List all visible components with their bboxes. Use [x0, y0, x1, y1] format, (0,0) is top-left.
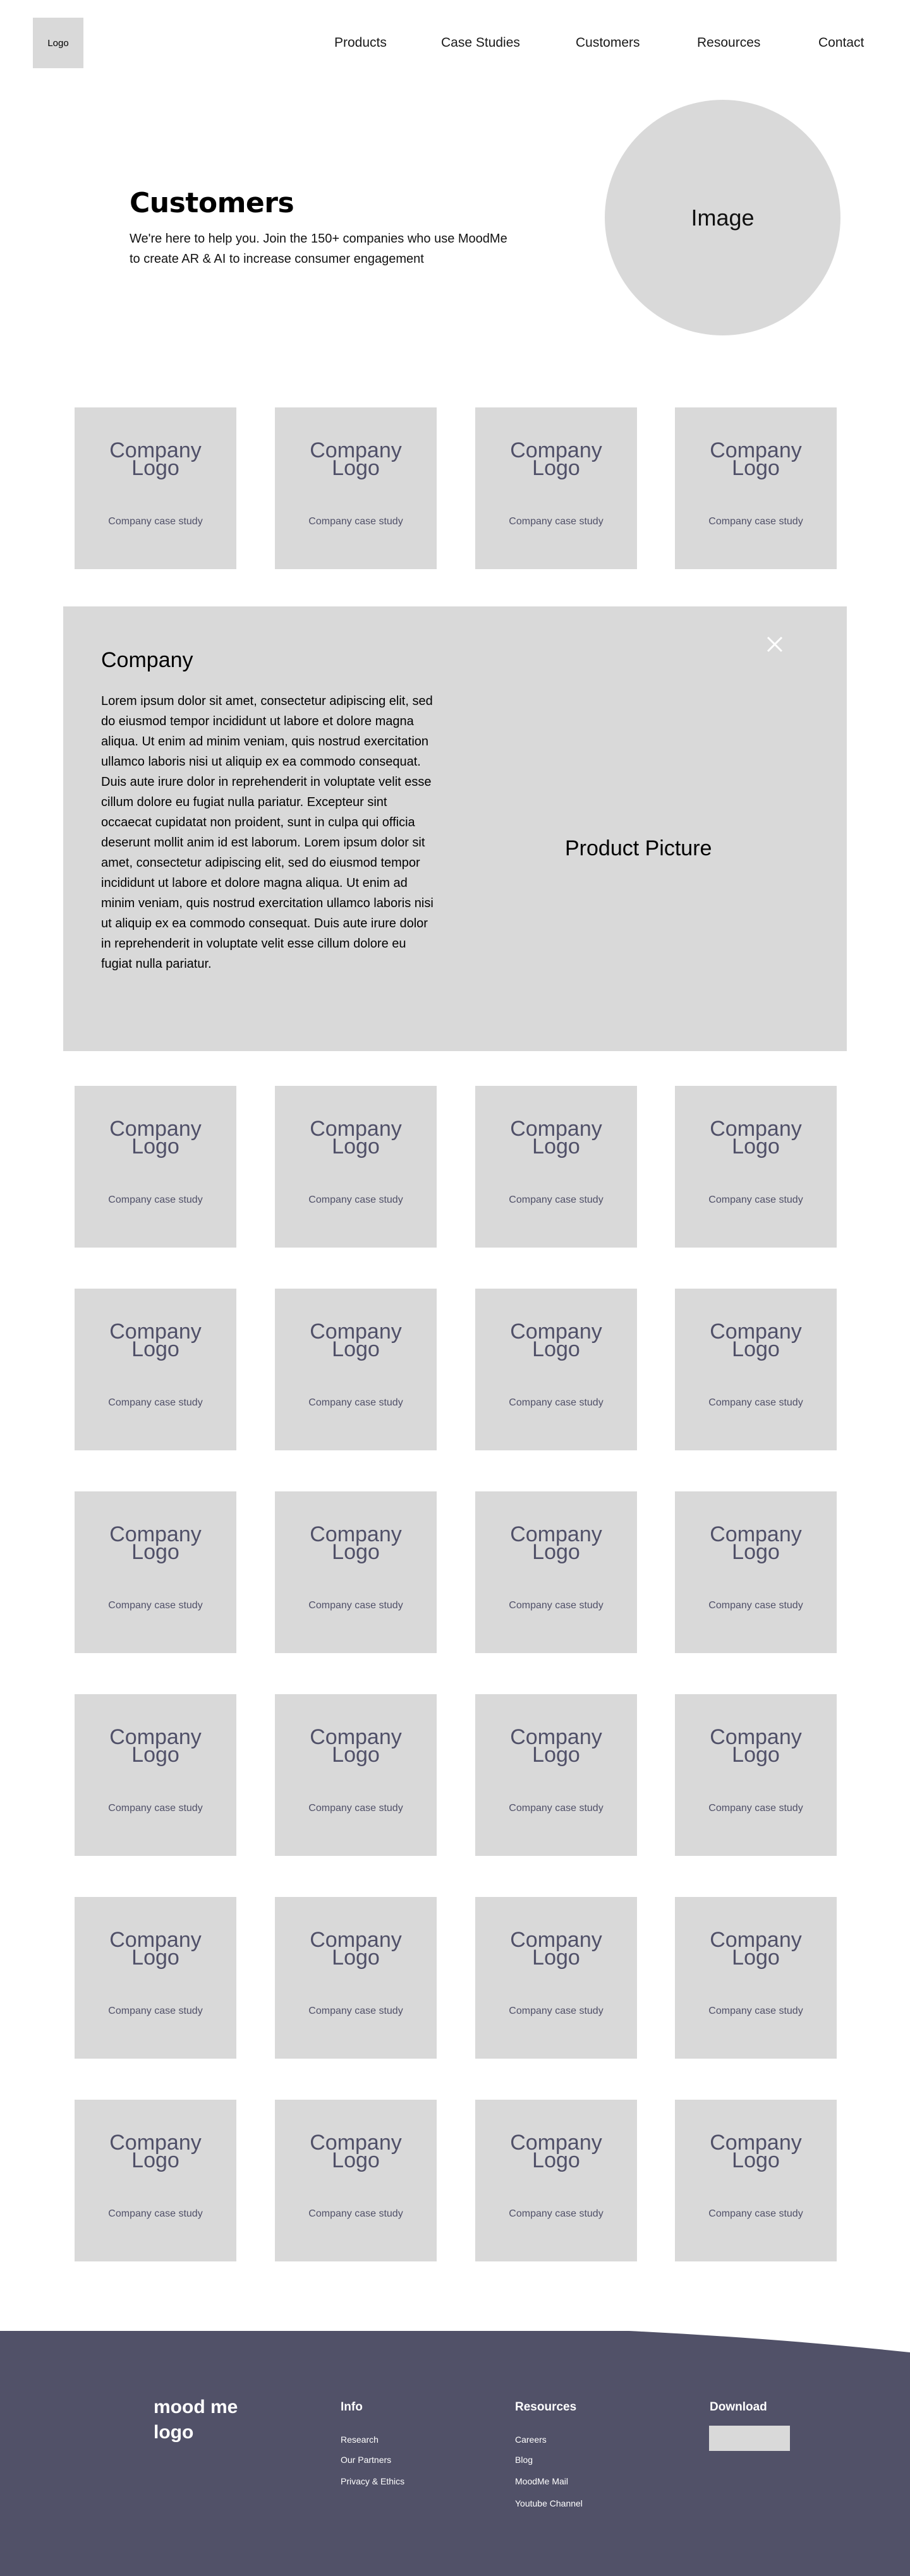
company-logo-placeholder: [675, 1320, 837, 1361]
company-logo-line2: Logo: [732, 1337, 780, 1361]
company-logo-line1: Company: [310, 1725, 402, 1749]
company-logo-placeholder: [475, 2131, 637, 2172]
company-logo-placeholder: [275, 438, 437, 480]
company-logo-placeholder: [475, 1928, 637, 1970]
company-case-study-label: Company case study: [509, 1600, 604, 1611]
company-logo-line2: Logo: [732, 2148, 780, 2172]
company-card[interactable]: [275, 1491, 437, 1653]
company-case-study-label: Company case study: [708, 2006, 803, 2016]
footer-brand-logo[interactable]: [154, 2395, 238, 2445]
hero-image-label: Image: [691, 204, 755, 231]
company-logo-placeholder: [275, 1725, 437, 1767]
company-case-study-label: Company case study: [108, 1803, 203, 1814]
company-card[interactable]: [275, 407, 437, 569]
company-logo-line1: Company: [310, 1928, 402, 1952]
company-case-study-label: Company case study: [308, 2208, 403, 2219]
close-icon[interactable]: [762, 632, 787, 657]
detail-description: Lorem ipsum dolor sit amet, consectetur adipiscing elit, sed do eiusmod tempor incididunt ut labore et dolore magna aliqua. Ut enim ad minim veniam, quis nostrud exercitation ullamco laboris nisi ut aliquip ex ea commodo consequat. Duis aute irure dolor in reprehenderit in voluptate velit esse cillum dolore eu fugiat nulla pariatur. Excepteur sint occaecat cupidatat non proident, sunt in culpa qui officia deserunt mollit anim id est laborum. Lorem ipsum dolor sit amet, consectetur adipiscing elit, sed do eiusmod tempor incididunt ut labore et dolore magna aliqua. Ut enim ad minim veniam, quis nostrud exercitation ullamco laboris nisi ut aliquip ex ea commodo consequat. Duis aute irure dolor in reprehenderit in voluptate velit esse cillum dolore eu fugiat nulla pariatur.: [101, 694, 434, 971]
page-subtitle: We're here to help you. Join the 150+ companies who use MoodMe to create AR & AI to increase consumer engagement: [130, 232, 507, 266]
nav-customers[interactable]: Customers: [576, 35, 640, 50]
company-logo-line1: Company: [109, 1117, 202, 1141]
company-logo-placeholder: [275, 2131, 437, 2172]
company-logo-placeholder: [275, 1928, 437, 1970]
footer-heading-download: Download: [710, 2400, 767, 2414]
footer-link-research[interactable]: Research: [341, 2435, 379, 2445]
page-title: Customers: [130, 187, 294, 219]
site-footer: [0, 2331, 910, 2576]
company-logo-line2: Logo: [532, 1337, 580, 1361]
company-card[interactable]: [475, 1491, 637, 1653]
company-logo-line1: Company: [510, 1522, 602, 1546]
company-card[interactable]: [475, 407, 637, 569]
company-card[interactable]: [675, 1897, 837, 2059]
company-logo-placeholder: [75, 2131, 236, 2172]
company-case-study-label: Company case study: [108, 516, 203, 527]
company-logo-placeholder: [475, 1522, 637, 1564]
company-logo-line1: Company: [510, 438, 602, 462]
company-logo-line2: Logo: [732, 1135, 780, 1159]
company-logo-placeholder: [675, 1522, 837, 1564]
company-logo-line1: Company: [109, 1522, 202, 1546]
company-logo-placeholder: [75, 1320, 236, 1361]
company-card[interactable]: [275, 1289, 437, 1450]
company-logo-line2: Logo: [532, 1135, 580, 1159]
company-card[interactable]: [675, 407, 837, 569]
company-card[interactable]: [475, 1086, 637, 1248]
footer-link-blog[interactable]: Blog: [515, 2455, 533, 2465]
company-case-study-label: Company case study: [308, 1803, 403, 1814]
company-case-study-label: Company case study: [509, 2006, 604, 2016]
company-case-study-label: Company case study: [708, 1803, 803, 1814]
company-card[interactable]: [475, 1289, 637, 1450]
company-logo-line2: Logo: [332, 2148, 380, 2172]
footer-link-youtube[interactable]: Youtube Channel: [515, 2498, 583, 2508]
company-case-study-label: Company case study: [509, 1397, 604, 1408]
company-card[interactable]: [475, 2100, 637, 2261]
company-logo-line1: Company: [510, 2131, 602, 2155]
company-card[interactable]: [675, 2100, 837, 2261]
company-logo-placeholder: [275, 1522, 437, 1564]
company-logo-line1: Company: [109, 1928, 202, 1952]
company-case-study-label: Company case study: [509, 2208, 604, 2219]
company-logo-placeholder: [475, 438, 637, 480]
company-case-study-label: Company case study: [108, 1195, 203, 1205]
company-card[interactable]: [75, 1897, 236, 2059]
company-logo-line2: Logo: [131, 1337, 179, 1361]
company-logo-line1: Company: [710, 438, 802, 462]
company-card[interactable]: [275, 1694, 437, 1856]
company-logo-placeholder: [675, 1928, 837, 1970]
company-case-study-label: Company case study: [708, 516, 803, 527]
company-logo-line1: Company: [510, 1928, 602, 1952]
company-logo-line1: Company: [109, 1725, 202, 1749]
company-logo-line2: Logo: [131, 1135, 179, 1159]
company-logo-placeholder: [475, 1117, 637, 1159]
company-card[interactable]: [675, 1694, 837, 1856]
company-case-study-label: Company case study: [708, 1600, 803, 1611]
footer-brand-line1: mood me: [154, 2397, 238, 2417]
company-logo-line1: Company: [710, 1320, 802, 1344]
company-logo-line2: Logo: [131, 1540, 179, 1564]
company-case-study-label: Company case study: [509, 516, 604, 527]
company-card[interactable]: [75, 407, 236, 569]
company-logo-line2: Logo: [332, 1135, 380, 1159]
company-logo-line2: Logo: [131, 1743, 179, 1767]
company-logo-placeholder: [275, 1117, 437, 1159]
company-card[interactable]: [275, 1897, 437, 2059]
company-detail-panel: [63, 606, 847, 1051]
company-logo-placeholder: [75, 1117, 236, 1159]
company-card[interactable]: [75, 1694, 236, 1856]
company-logo-placeholder: [675, 438, 837, 480]
company-logo-line2: Logo: [131, 2148, 179, 2172]
company-card[interactable]: [75, 2100, 236, 2261]
company-logo-placeholder: [675, 1725, 837, 1767]
company-logo-line1: Company: [510, 1725, 602, 1749]
company-logo-line2: Logo: [732, 1946, 780, 1970]
logo-button[interactable]: [33, 18, 83, 68]
company-case-study-label: Company case study: [708, 1195, 803, 1205]
company-logo-placeholder: [75, 1725, 236, 1767]
company-case-study-label: Company case study: [108, 2006, 203, 2016]
company-logo-line2: Logo: [532, 2148, 580, 2172]
company-logo-line2: Logo: [332, 1946, 380, 1970]
company-logo-line1: Company: [310, 438, 402, 462]
company-card[interactable]: [275, 1086, 437, 1248]
footer-heading-info: Info: [341, 2400, 363, 2414]
company-logo-line2: Logo: [532, 1743, 580, 1767]
company-logo-line1: Company: [710, 2131, 802, 2155]
company-logo-line2: Logo: [332, 1540, 380, 1564]
company-logo-line1: Company: [710, 1928, 802, 1952]
company-logo-line1: Company: [310, 1522, 402, 1546]
company-logo-line2: Logo: [532, 1946, 580, 1970]
company-logo-placeholder: [275, 1320, 437, 1361]
footer-background: [0, 2331, 910, 2576]
company-case-study-label: Company case study: [509, 1195, 604, 1205]
company-logo-line1: Company: [710, 1117, 802, 1141]
detail-company-name: Company: [101, 648, 193, 672]
company-card[interactable]: [475, 1694, 637, 1856]
company-logo-line2: Logo: [332, 1337, 380, 1361]
footer-link-privacy[interactable]: Privacy & Ethics: [341, 2476, 405, 2486]
company-case-study-label: Company case study: [708, 1397, 803, 1408]
company-logo-line1: Company: [109, 438, 202, 462]
nav-products[interactable]: Products: [334, 35, 387, 50]
company-card[interactable]: [675, 1289, 837, 1450]
footer-brand-line2: logo: [154, 2422, 194, 2443]
company-logo-line2: Logo: [532, 1540, 580, 1564]
company-logo-line2: Logo: [332, 1743, 380, 1767]
company-logo-placeholder: [75, 1522, 236, 1564]
company-case-study-label: Company case study: [708, 2208, 803, 2219]
company-logo-line2: Logo: [332, 456, 380, 480]
company-logo-placeholder: [75, 438, 236, 480]
download-button[interactable]: [709, 2426, 790, 2451]
nav-contact[interactable]: Contact: [818, 35, 864, 50]
company-logo-line1: Company: [310, 2131, 402, 2155]
footer-link-mail[interactable]: MoodMe Mail: [515, 2476, 569, 2486]
company-logo-line2: Logo: [732, 1743, 780, 1767]
company-case-study-label: Company case study: [308, 1600, 403, 1611]
company-card[interactable]: [475, 1897, 637, 2059]
company-logo-placeholder: [75, 1928, 236, 1970]
company-case-study-label: Company case study: [108, 1397, 203, 1408]
company-logo-line1: Company: [310, 1117, 402, 1141]
company-logo-line2: Logo: [131, 1946, 179, 1970]
footer-link-careers[interactable]: Careers: [515, 2435, 547, 2445]
company-card[interactable]: [75, 1289, 236, 1450]
company-case-study-label: Company case study: [308, 2006, 403, 2016]
company-card[interactable]: [275, 2100, 437, 2261]
company-case-study-label: Company case study: [108, 2208, 203, 2219]
company-card[interactable]: [75, 1086, 236, 1248]
nav-resources[interactable]: Resources: [697, 35, 761, 50]
company-case-study-label: Company case study: [509, 1803, 604, 1814]
company-logo-line2: Logo: [131, 456, 179, 480]
company-card[interactable]: [675, 1086, 837, 1248]
company-logo-line1: Company: [510, 1320, 602, 1344]
company-logo-placeholder: [675, 1117, 837, 1159]
footer-heading-resources: Resources: [515, 2400, 577, 2414]
company-logo-line1: Company: [710, 1725, 802, 1749]
footer-link-partners[interactable]: Our Partners: [341, 2455, 392, 2465]
nav-case-studies[interactable]: Case Studies: [441, 35, 520, 50]
product-picture-placeholder: Product Picture: [565, 836, 712, 860]
company-logo-line1: Company: [310, 1320, 402, 1344]
company-logo-line1: Company: [710, 1522, 802, 1546]
company-logo-line1: Company: [510, 1117, 602, 1141]
hero-image-placeholder: [605, 100, 840, 335]
company-logo-line1: Company: [109, 1320, 202, 1344]
company-case-study-label: Company case study: [108, 1600, 203, 1611]
company-card[interactable]: [75, 1491, 236, 1653]
company-case-study-label: Company case study: [308, 516, 403, 527]
company-card[interactable]: [675, 1491, 837, 1653]
company-logo-placeholder: [475, 1320, 637, 1361]
company-logo-placeholder: [475, 1725, 637, 1767]
logo-text: Logo: [47, 37, 69, 49]
company-logo-placeholder: [675, 2131, 837, 2172]
company-case-study-label: Company case study: [308, 1397, 403, 1408]
company-logo-line1: Company: [109, 2131, 202, 2155]
company-case-study-label: Company case study: [308, 1195, 403, 1205]
company-logo-line2: Logo: [732, 456, 780, 480]
site-header: [0, 0, 910, 88]
company-logo-line2: Logo: [732, 1540, 780, 1564]
company-logo-line2: Logo: [532, 456, 580, 480]
